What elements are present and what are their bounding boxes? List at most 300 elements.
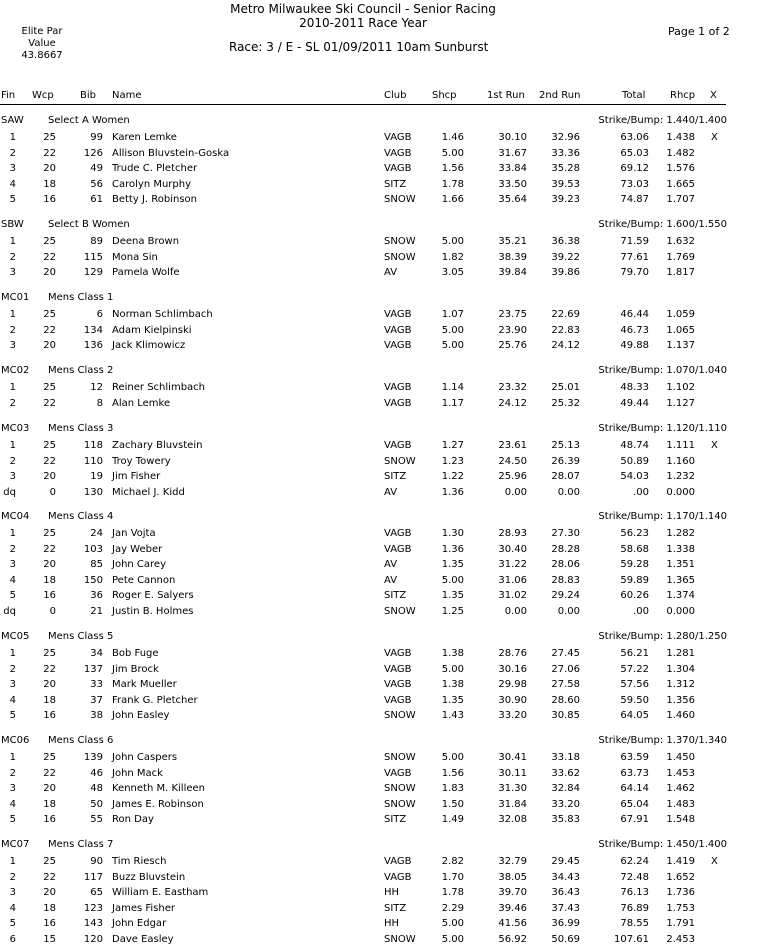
name-cell: Tim Riesch: [112, 856, 167, 867]
group-label: Mens Class 6: [48, 735, 114, 746]
fin-cell: 2: [9, 251, 16, 263]
shcp-cell: 1.43: [441, 710, 464, 722]
club-cell: SNOW: [384, 194, 416, 206]
club-cell: VAGB: [384, 163, 412, 175]
name-cell: Frank G. Pletcher: [112, 694, 198, 706]
run1-cell: 31.84: [498, 798, 527, 810]
run1-cell: 31.22: [498, 559, 527, 571]
name-cell: Betty J. Robinson: [112, 194, 198, 206]
fin-cell: 1: [9, 132, 16, 143]
rhcp-cell: 1.483: [666, 798, 695, 810]
group-code: MC05: [1, 631, 30, 642]
column-header-total: Total: [622, 90, 646, 101]
wcp-cell: 22: [43, 324, 56, 336]
name-cell: Adam Kielpinski: [112, 324, 192, 336]
fin-cell: 3: [9, 559, 16, 571]
group-code: SAW: [1, 115, 24, 126]
shcp-cell: 1.35: [441, 694, 464, 706]
rhcp-cell: 1.137: [666, 340, 695, 352]
run1-cell: 30.90: [498, 694, 527, 706]
fin-cell: 1: [9, 440, 16, 451]
run1-cell: 28.93: [498, 528, 527, 539]
run2-cell: 25.01: [551, 382, 580, 393]
shcp-cell: 1.36: [441, 543, 464, 555]
run2-cell: 28.07: [551, 471, 580, 483]
group-code: SBW: [1, 219, 24, 230]
name-cell: Roger E. Salyers: [112, 590, 194, 602]
fin-cell: 2: [9, 397, 16, 409]
fin-cell: 1: [9, 648, 16, 659]
name-cell: Pete Cannon: [112, 574, 176, 586]
name-cell: Kenneth M. Killeen: [112, 783, 205, 795]
bib-cell: 129: [83, 267, 103, 279]
rhcp-cell: 2.453: [666, 934, 695, 945]
name-cell: Jan Vojta: [112, 528, 156, 539]
run1-cell: 30.16: [498, 663, 527, 675]
rhcp-cell: 1.665: [666, 178, 695, 190]
run2-cell: 28.60: [551, 694, 580, 706]
total-cell: 60.26: [620, 590, 649, 602]
club-cell: SNOW: [384, 606, 416, 617]
fin-cell: 2: [9, 147, 16, 159]
wcp-cell: 16: [43, 710, 56, 722]
bib-cell: 33: [90, 679, 103, 691]
fin-cell: dq: [3, 606, 16, 617]
shcp-cell: 1.25: [441, 606, 464, 617]
run1-cell: 31.02: [498, 590, 527, 602]
total-cell: 63.73: [620, 767, 649, 779]
shcp-cell: 5.00: [441, 147, 464, 159]
wcp-cell: 20: [43, 163, 56, 175]
run2-cell: 39.23: [551, 194, 580, 206]
rhcp-cell: 1.127: [666, 397, 695, 409]
total-cell: 64.14: [620, 783, 649, 795]
wcp-cell: 25: [43, 528, 56, 539]
x-cell: X: [711, 440, 718, 451]
group-label: Mens Class 7: [48, 839, 114, 850]
fin-cell: 1: [9, 856, 16, 867]
club-cell: SITZ: [384, 902, 407, 914]
rhcp-cell: 1.281: [666, 648, 695, 659]
run2-cell: 22.83: [551, 324, 580, 336]
run2-cell: 27.06: [551, 663, 580, 675]
run1-cell: 30.10: [498, 132, 527, 143]
bib-cell: 55: [90, 814, 103, 826]
name-cell: Jack Klimowicz: [112, 340, 186, 352]
club-cell: SNOW: [384, 236, 416, 247]
total-cell: 77.61: [620, 251, 649, 263]
total-cell: 72.48: [620, 871, 649, 883]
bib-cell: 50: [90, 798, 103, 810]
name-cell: Jay Weber: [112, 543, 163, 555]
total-cell: .00: [633, 606, 649, 617]
fin-cell: 1: [9, 528, 16, 539]
total-cell: 49.88: [620, 340, 649, 352]
shcp-cell: 1.78: [441, 178, 464, 190]
total-cell: 50.89: [620, 455, 649, 467]
fin-cell: 3: [9, 267, 16, 279]
name-cell: Dave Easley: [112, 934, 174, 945]
rhcp-cell: 1.769: [666, 251, 695, 263]
run2-cell: 32.96: [551, 132, 580, 143]
wcp-cell: 25: [43, 752, 56, 763]
shcp-cell: 1.49: [441, 814, 464, 826]
run2-cell: 35.83: [551, 814, 580, 826]
wcp-cell: 20: [43, 559, 56, 571]
group-label: Mens Class 2: [48, 365, 114, 376]
name-cell: Justin B. Holmes: [112, 606, 194, 617]
run1-cell: 41.56: [498, 918, 527, 930]
club-cell: SITZ: [384, 178, 407, 190]
wcp-cell: 0: [49, 486, 56, 498]
club-cell: AV: [384, 574, 398, 586]
total-cell: 59.28: [620, 559, 649, 571]
total-cell: 107.61: [614, 934, 649, 945]
run2-cell: 36.99: [551, 918, 580, 930]
bib-cell: 118: [83, 440, 103, 451]
total-cell: 46.73: [620, 324, 649, 336]
wcp-cell: 18: [43, 902, 56, 914]
elite-value-label: Value: [28, 38, 56, 49]
run1-cell: 31.67: [498, 147, 527, 159]
run1-cell: 25.76: [498, 340, 527, 352]
run1-cell: 23.61: [498, 440, 527, 451]
strike-bump: Strike/Bump: 1.600/1.550: [598, 219, 727, 230]
name-cell: Norman Schlimbach: [112, 309, 213, 320]
rhcp-cell: 1.111: [666, 440, 695, 451]
group-label: Mens Class 5: [48, 631, 114, 642]
wcp-cell: 25: [43, 309, 56, 320]
wcp-cell: 18: [43, 574, 56, 586]
rhcp-cell: 1.707: [666, 194, 695, 206]
club-cell: VAGB: [384, 147, 412, 159]
club-cell: AV: [384, 267, 398, 279]
rhcp-cell: 1.791: [666, 918, 695, 930]
group-code: MC01: [1, 292, 30, 303]
elite-par-value: 43.8667: [21, 50, 63, 61]
wcp-cell: 22: [43, 543, 56, 555]
column-header-name: Name: [112, 90, 142, 101]
total-cell: 46.44: [620, 309, 649, 320]
name-cell: Carolyn Murphy: [112, 178, 192, 190]
club-cell: SITZ: [384, 590, 407, 602]
total-cell: 48.74: [620, 440, 649, 451]
fin-cell: 2: [9, 871, 16, 883]
run1-cell: 38.05: [498, 871, 527, 883]
bib-cell: 8: [96, 397, 103, 409]
fin-cell: 2: [9, 767, 16, 779]
total-cell: 59.89: [620, 574, 649, 586]
bib-cell: 34: [90, 648, 103, 659]
rhcp-cell: 1.338: [666, 543, 695, 555]
column-header-bib: Bib: [80, 90, 96, 101]
column-header-rhcp: Rhcp: [670, 90, 696, 101]
total-cell: 71.59: [620, 236, 649, 247]
total-cell: 54.03: [620, 471, 649, 483]
shcp-cell: 5.00: [441, 340, 464, 352]
run2-cell: 25.32: [551, 397, 580, 409]
wcp-cell: 25: [43, 236, 56, 247]
name-cell: Mark Mueller: [112, 679, 177, 691]
rhcp-cell: 1.365: [666, 574, 695, 586]
group-label: Select B Women: [48, 219, 130, 230]
club-cell: SNOW: [384, 783, 416, 795]
wcp-cell: 22: [43, 663, 56, 675]
shcp-cell: 1.83: [441, 783, 464, 795]
group-code: MC04: [1, 511, 30, 522]
total-cell: 69.12: [620, 163, 649, 175]
total-cell: 58.68: [620, 543, 649, 555]
total-cell: 67.91: [620, 814, 649, 826]
bib-cell: 89: [90, 236, 103, 247]
rhcp-cell: 1.065: [666, 324, 695, 336]
run2-cell: 34.43: [551, 871, 580, 883]
name-cell: Alan Lemke: [112, 397, 171, 409]
rhcp-cell: 0.000: [666, 486, 695, 498]
run1-cell: 23.32: [498, 382, 527, 393]
shcp-cell: 1.36: [441, 486, 464, 498]
run2-cell: 39.22: [551, 251, 580, 263]
club-cell: SNOW: [384, 710, 416, 722]
wcp-cell: 25: [43, 648, 56, 659]
shcp-cell: 1.66: [441, 194, 464, 206]
fin-cell: 4: [9, 178, 16, 190]
bib-cell: 90: [90, 856, 103, 867]
wcp-cell: 22: [43, 397, 56, 409]
club-cell: VAGB: [384, 528, 412, 539]
wcp-cell: 16: [43, 814, 56, 826]
wcp-cell: 22: [43, 251, 56, 263]
fin-cell: 4: [9, 902, 16, 914]
bib-cell: 37: [90, 694, 103, 706]
total-cell: 78.55: [620, 918, 649, 930]
fin-cell: 1: [9, 752, 16, 763]
bib-cell: 48: [90, 783, 103, 795]
run1-cell: 56.92: [498, 934, 527, 945]
shcp-cell: 1.35: [441, 559, 464, 571]
rhcp-cell: 1.450: [666, 752, 695, 763]
bib-cell: 85: [90, 559, 103, 571]
shcp-cell: 1.70: [441, 871, 464, 883]
total-cell: 65.04: [620, 798, 649, 810]
run1-cell: 33.20: [498, 710, 527, 722]
bib-cell: 36: [90, 590, 103, 602]
wcp-cell: 0: [49, 606, 56, 617]
strike-bump: Strike/Bump: 1.370/1.340: [598, 735, 727, 746]
shcp-cell: 5.00: [441, 663, 464, 675]
fin-cell: 5: [9, 194, 16, 206]
bib-cell: 49: [90, 163, 103, 175]
fin-cell: 3: [9, 340, 16, 352]
rhcp-cell: 1.419: [666, 856, 695, 867]
group-label: Select A Women: [48, 115, 130, 126]
fin-cell: 5: [9, 918, 16, 930]
club-cell: HH: [384, 918, 400, 930]
run1-cell: 30.11: [498, 767, 527, 779]
run1-cell: 23.75: [498, 309, 527, 320]
run2-cell: 24.12: [551, 340, 580, 352]
total-cell: 62.24: [620, 856, 649, 867]
bib-cell: 6: [96, 309, 103, 320]
club-cell: SNOW: [384, 455, 416, 467]
wcp-cell: 20: [43, 679, 56, 691]
column-header-fin: Fin: [1, 90, 16, 101]
club-cell: VAGB: [384, 871, 412, 883]
run2-cell: 0.00: [557, 606, 580, 617]
run2-cell: 27.45: [551, 648, 580, 659]
club-cell: VAGB: [384, 543, 412, 555]
group-label: Mens Class 3: [48, 423, 114, 434]
wcp-cell: 18: [43, 798, 56, 810]
total-cell: 63.06: [620, 132, 649, 143]
total-cell: .00: [633, 486, 649, 498]
strike-bump: Strike/Bump: 1.440/1.400: [598, 115, 727, 126]
bib-cell: 19: [90, 471, 103, 483]
shcp-cell: 5.00: [441, 752, 464, 763]
bib-cell: 139: [83, 752, 103, 763]
bib-cell: 120: [83, 934, 103, 945]
run2-cell: 29.24: [551, 590, 580, 602]
strike-bump: Strike/Bump: 1.170/1.140: [598, 511, 727, 522]
wcp-cell: 20: [43, 340, 56, 352]
fin-cell: 3: [9, 783, 16, 795]
x-cell: X: [711, 132, 718, 143]
bib-cell: 134: [83, 324, 103, 336]
club-cell: VAGB: [384, 309, 412, 320]
run1-cell: 33.84: [498, 163, 527, 175]
fin-cell: 1: [9, 309, 16, 320]
run1-cell: 30.41: [498, 752, 527, 763]
run1-cell: 39.70: [498, 887, 527, 899]
shcp-cell: 5.00: [441, 918, 464, 930]
fin-cell: 4: [9, 694, 16, 706]
bib-cell: 136: [83, 340, 103, 352]
wcp-cell: 22: [43, 871, 56, 883]
fin-cell: 6: [9, 934, 16, 945]
shcp-cell: 2.82: [441, 856, 464, 867]
group-label: Mens Class 4: [48, 511, 114, 522]
run2-cell: 30.85: [551, 710, 580, 722]
bib-cell: 65: [90, 887, 103, 899]
club-cell: VAGB: [384, 132, 412, 143]
title-line-1: Metro Milwaukee Ski Council - Senior Racing: [230, 2, 496, 16]
race-info: Race: 3 / E - SL 01/09/2011 10am Sunburst: [229, 40, 489, 54]
shcp-cell: 2.29: [441, 902, 464, 914]
bib-cell: 137: [83, 663, 103, 675]
group-code: MC07: [1, 839, 30, 850]
wcp-cell: 25: [43, 132, 56, 143]
run1-cell: 0.00: [504, 486, 527, 498]
rhcp-cell: 1.817: [666, 267, 695, 279]
wcp-cell: 22: [43, 767, 56, 779]
total-cell: 56.21: [620, 648, 649, 659]
bib-cell: 61: [90, 194, 103, 206]
shcp-cell: 1.22: [441, 471, 464, 483]
run2-cell: 39.86: [551, 267, 580, 279]
fin-cell: 5: [9, 590, 16, 602]
run1-cell: 28.76: [498, 648, 527, 659]
shcp-cell: 3.05: [441, 267, 464, 279]
bib-cell: 46: [90, 767, 103, 779]
name-cell: Deena Brown: [112, 236, 180, 247]
shcp-cell: 5.00: [441, 574, 464, 586]
total-cell: 49.44: [620, 397, 649, 409]
shcp-cell: 1.56: [441, 163, 464, 175]
column-header-wcp: Wcp: [32, 90, 54, 101]
page-indicator: Page 1 of 2: [668, 25, 730, 38]
rhcp-cell: 1.548: [666, 814, 695, 826]
run1-cell: 32.08: [498, 814, 527, 826]
rhcp-cell: 0.000: [666, 606, 695, 617]
shcp-cell: 1.30: [441, 528, 464, 539]
total-cell: 48.33: [620, 382, 649, 393]
wcp-cell: 18: [43, 694, 56, 706]
run1-cell: 32.79: [498, 856, 527, 867]
fin-cell: 1: [9, 382, 16, 393]
shcp-cell: 1.56: [441, 767, 464, 779]
run2-cell: 39.53: [551, 178, 580, 190]
name-cell: James Fisher: [112, 902, 175, 914]
wcp-cell: 16: [43, 194, 56, 206]
shcp-cell: 1.78: [441, 887, 464, 899]
club-cell: SNOW: [384, 934, 416, 945]
name-cell: John Easley: [112, 710, 170, 722]
rhcp-cell: 1.438: [666, 132, 695, 143]
bib-cell: 143: [83, 918, 103, 930]
name-cell: Pamela Wolfe: [112, 267, 180, 279]
name-cell: Zachary Bluvstein: [112, 440, 203, 451]
run2-cell: 28.06: [551, 559, 580, 571]
column-header-x: X: [710, 90, 717, 101]
rhcp-cell: 1.356: [666, 694, 695, 706]
club-cell: VAGB: [384, 679, 412, 691]
run1-cell: 25.96: [498, 471, 527, 483]
club-cell: SNOW: [384, 798, 416, 810]
run2-cell: 0.00: [557, 486, 580, 498]
bib-cell: 38: [90, 710, 103, 722]
wcp-cell: 15: [43, 934, 56, 945]
run1-cell: 0.00: [504, 606, 527, 617]
name-cell: Michael J. Kidd: [112, 486, 185, 498]
rhcp-cell: 1.374: [666, 590, 695, 602]
group-code: MC02: [1, 365, 30, 376]
run2-cell: 26.39: [551, 455, 580, 467]
name-cell: Bob Fuge: [112, 648, 159, 659]
total-cell: 73.03: [620, 178, 649, 190]
rhcp-cell: 1.482: [666, 147, 695, 159]
bib-cell: 103: [83, 543, 103, 555]
total-cell: 56.23: [620, 528, 649, 539]
run2-cell: 33.62: [551, 767, 580, 779]
wcp-cell: 25: [43, 440, 56, 451]
rhcp-cell: 1.453: [666, 767, 695, 779]
rhcp-cell: 1.232: [666, 471, 695, 483]
wcp-cell: 20: [43, 783, 56, 795]
strike-bump: Strike/Bump: 1.280/1.250: [598, 631, 727, 642]
fin-cell: 2: [9, 324, 16, 336]
bib-cell: 126: [83, 147, 103, 159]
name-cell: William E. Eastham: [112, 887, 209, 899]
x-cell: X: [711, 856, 718, 867]
run1-cell: 31.06: [498, 574, 527, 586]
fin-cell: 3: [9, 887, 16, 899]
rhcp-cell: 1.059: [666, 309, 695, 320]
run2-cell: 27.30: [551, 528, 580, 539]
rhcp-cell: 1.736: [666, 887, 695, 899]
fin-cell: 3: [9, 163, 16, 175]
shcp-cell: 1.82: [441, 251, 464, 263]
fin-cell: 2: [9, 455, 16, 467]
